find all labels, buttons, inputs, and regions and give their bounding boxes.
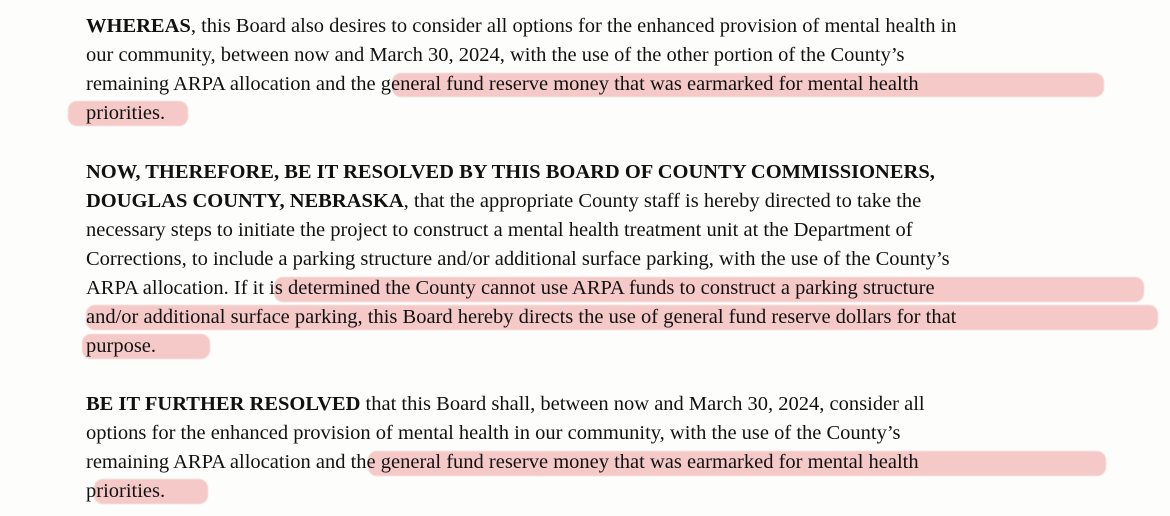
text-line (86, 477, 1156, 506)
text-line (86, 158, 1156, 187)
line-text: priorities. (86, 102, 166, 124)
text-line (86, 274, 1156, 303)
further-resolved-paragraph (86, 390, 1156, 506)
resolution-paragraph (86, 158, 1156, 361)
text-line (86, 41, 1156, 70)
text-line (86, 216, 1156, 245)
line-text: priorities. (86, 480, 166, 502)
text-line (86, 12, 1156, 41)
text-line (86, 187, 1156, 216)
county-heading: DOUGLAS COUNTY, NEBRASKA (86, 190, 404, 212)
line-text: that this Board shall, between now and March 30, 2024, consider all (360, 393, 925, 415)
line-text: ARPA allocation. If it is determined the County cannot use ARPA funds to construct a parking structure (86, 277, 935, 299)
text-line (86, 448, 1156, 477)
line-text: Corrections, to include a parking structure and/or additional surface parking, with the use of the County’s (86, 248, 950, 270)
text-line (86, 99, 1156, 128)
text-line (86, 303, 1156, 332)
line-text: our community, between now and March 30, 2024, with the use of the other portion of the County’s (86, 44, 905, 66)
line-text: and/or additional surface parking, this Board hereby directs the use of general fund reserve dollars for that (86, 306, 957, 328)
line-text: remaining ARPA allocation and the general fund reserve money that was earmarked for mental health (86, 451, 919, 473)
text-line (86, 70, 1156, 99)
line-text: purpose. (86, 335, 157, 357)
text-line (86, 332, 1156, 361)
line-text: , that the appropriate County staff is hereby directed to take the (403, 190, 922, 212)
whereas-paragraph (86, 12, 1156, 128)
line-text: options for the enhanced provision of mental health in our community, with the use of the County’s (86, 422, 901, 444)
text-line (86, 245, 1156, 274)
resolution-heading: NOW, THEREFORE, BE IT RESOLVED BY THIS BOARD OF COUNTY COMMISSIONERS, (86, 161, 935, 183)
line-text: , this Board also desires to consider all options for the enhanced provision of mental health in (190, 15, 957, 37)
line-text: necessary steps to initiate the project to construct a mental health treatment unit at the Department of (86, 219, 913, 241)
further-resolved-heading: BE IT FURTHER RESOLVED (86, 393, 361, 415)
text-line (86, 390, 1156, 419)
whereas-heading: WHEREAS (86, 15, 191, 37)
line-text: remaining ARPA allocation and the general fund reserve money that was earmarked for mental health (86, 73, 919, 95)
text-line (86, 419, 1156, 448)
